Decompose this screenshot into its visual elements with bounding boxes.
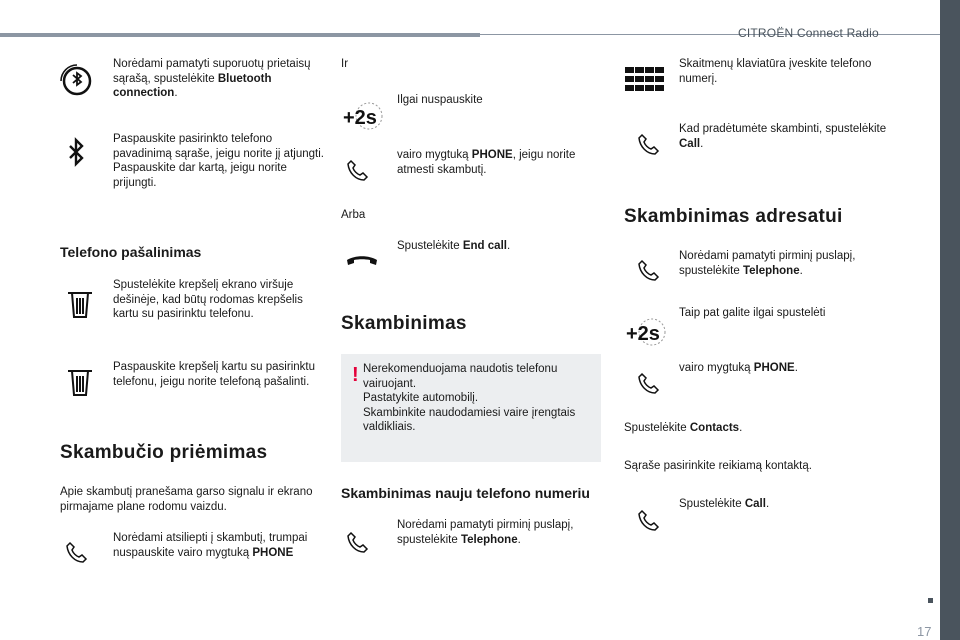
brand-title: CITROËN Connect Radio — [738, 26, 879, 40]
or-text: Ir — [341, 58, 349, 70]
reject-text: vairo mygtuką PHONE, jeigu norite atmesti skambutį. — [397, 149, 576, 176]
trash-icon — [66, 290, 94, 320]
bluetooth-search-icon — [56, 60, 98, 102]
svg-text:+2s: +2s — [626, 323, 660, 345]
side-strip — [940, 0, 960, 640]
endcall-text: Spustelėkite End call. — [397, 240, 511, 252]
page-number: 17 — [917, 624, 932, 639]
hold-text: Ilgai nuspauskite — [397, 94, 483, 106]
hold-2s-icon — [624, 314, 666, 350]
phone-icon — [345, 158, 371, 184]
section-title-calling: Skambinimas — [341, 313, 467, 334]
section-title-contact: Skambinimas adresatui — [624, 206, 843, 227]
bluetooth-icon — [66, 136, 88, 172]
remove-step-1: Spustelėkite krepšelį ekrano viršuje dešinėje, kad būtų rodomas krepšelis kartu su pasirinktu telefonu. — [113, 279, 303, 320]
warning-icon: ! — [352, 364, 359, 386]
contact-step-6: Spustelėkite Call. — [679, 498, 770, 510]
phone-icon — [636, 258, 662, 284]
section-title-receive: Skambučio priėmimas — [60, 442, 268, 463]
bt-select-text: Paspauskite pasirinkto telefono pavadinimą sąraše, jeigu norite jį atjungti. Paspauskite dar kartą, jeigu norite prijungti. — [113, 133, 324, 189]
header-bar — [0, 33, 480, 37]
hang-up-icon — [344, 252, 380, 272]
remove-step-2: Paspauskite krepšelį kartu su pasirinktu telefonu, jeigu norite telefoną pašalinti. — [113, 361, 315, 388]
contact-step-5: Sąraše pasirinkite reikiamą kontaktą. — [624, 460, 812, 472]
warning-text: Nerekomenduojama naudotis telefonu vairuojant. Pastatykite automobilį. Skambinkite naudodamiesi vaire įrengtais valdikliais. — [363, 363, 576, 433]
contact-step-3: vairo mygtuką PHONE. — [679, 362, 798, 374]
contact-step-1: Norėdami pamatyti pirminį puslapį, spustelėkite Telephone. — [679, 250, 856, 277]
contact-step-4: Spustelėkite Contacts. — [624, 422, 743, 434]
phone-icon — [345, 530, 371, 556]
keypad-icon — [625, 67, 665, 93]
svg-text:+2s: +2s — [343, 107, 377, 129]
section-title-remove: Telefono pašalinimas — [60, 244, 202, 260]
hold-2s-icon — [341, 98, 383, 134]
keypad-text: Skaitmenų klaviatūra įveskite telefono numerį. — [679, 58, 872, 85]
phone-icon — [636, 132, 662, 158]
contact-step-2: Taip pat galite ilgai spustelėti — [679, 307, 826, 319]
receive-intro: Apie skambutį pranešama garso signalu ir ekrano pirmajame plane rodomu vaizdu. — [60, 486, 313, 513]
newnum-step: Norėdami pamatyti pirminį puslapį, spustelėkite Telephone. — [397, 519, 574, 546]
bt-list-text: Norėdami pamatyti suporuotų prietaisų sąrašą, spustelėkite Bluetooth connection. — [113, 58, 311, 99]
or-text: Arba — [341, 209, 366, 221]
section-title-newnum: Skambinimas nauju telefono numeriu — [341, 485, 590, 501]
phone-icon — [636, 371, 662, 397]
trash-icon — [66, 368, 94, 398]
phone-icon — [636, 508, 662, 534]
receive-step: Norėdami atsiliepti į skambutį, trumpai nuspauskite vairo mygtuką PHONE — [113, 532, 308, 559]
phone-icon — [64, 540, 90, 566]
start-call-text: Kad pradėtumėte skambinti, spustelėkite Call. — [679, 123, 887, 150]
page-dot — [928, 598, 933, 603]
